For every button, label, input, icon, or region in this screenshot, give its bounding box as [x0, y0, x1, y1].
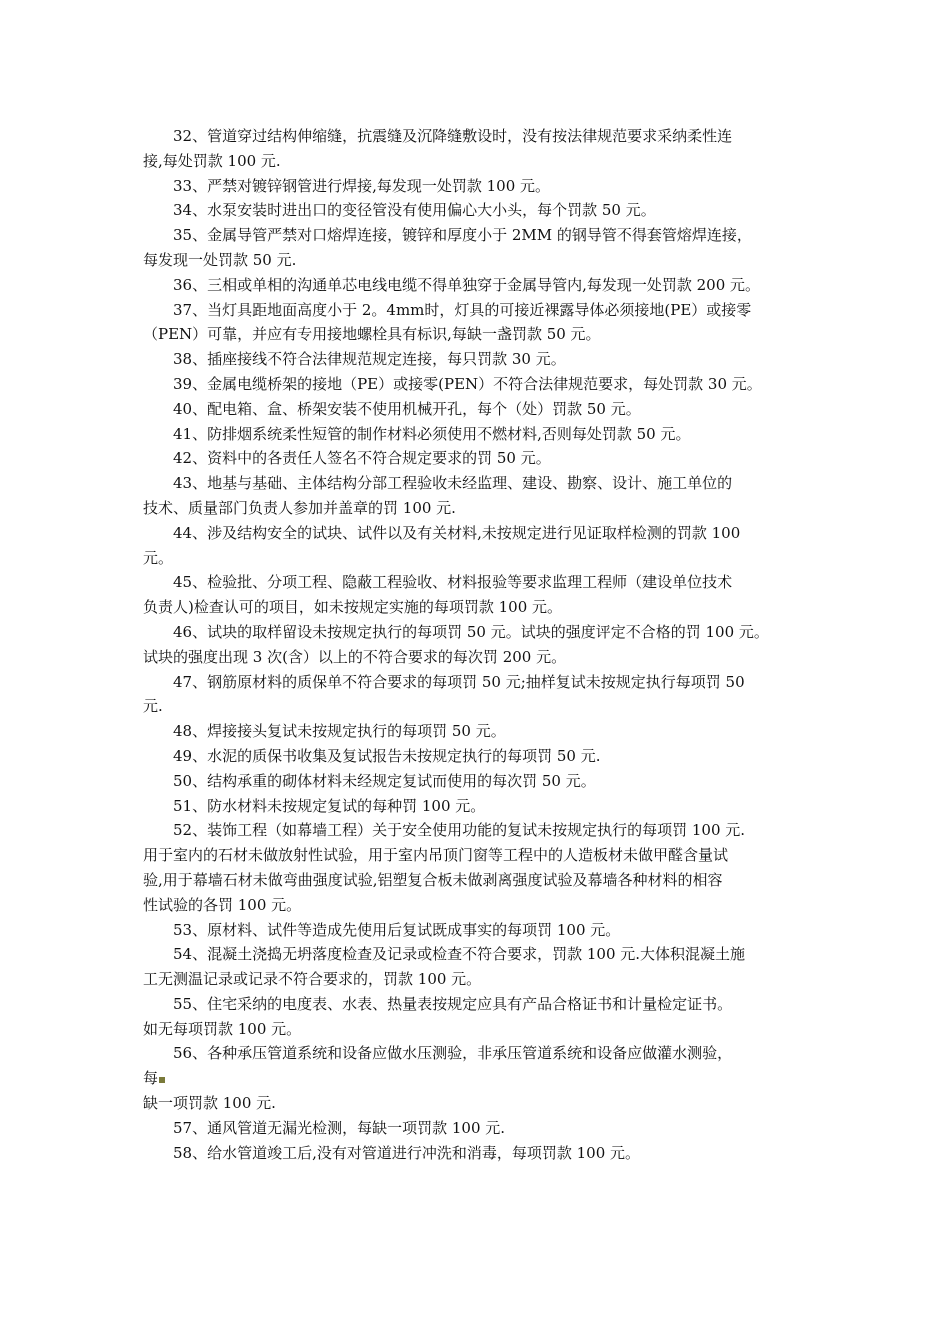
text-line	[143, 670, 815, 695]
text-line	[143, 521, 815, 546]
text-line	[143, 471, 815, 496]
line-text: 39、金属电缆桥架的接地（PE）或接零(PEN）不符合法律规范要求，每处罚款 30 元。	[173, 374, 762, 393]
text-line	[143, 694, 815, 719]
line-text: 52、装饰工程（如幕墙工程）关于安全使用功能的复试未按规定执行的每项罚 100 元.	[173, 821, 746, 840]
text-line	[143, 198, 815, 223]
text-line	[143, 967, 815, 992]
text-line	[143, 719, 815, 744]
text-line	[143, 843, 815, 868]
line-text: 44、涉及结构安全的试块、试件以及有关材料,未按规定进行见证取样检测的罚款 100	[173, 523, 741, 542]
text-line	[143, 1116, 815, 1141]
text-line	[143, 769, 815, 794]
text-line	[143, 595, 815, 620]
text-line	[143, 298, 815, 323]
text-line	[143, 818, 815, 843]
text-line	[143, 794, 815, 819]
line-text: 验,用于幕墙石材未做弯曲强度试验,铝塑复合板未做剥离强度试验及幕墙各种材料的相容	[143, 870, 723, 889]
line-text: 33、严禁对镀锌钢管进行焊接,每发现一处罚款 100 元。	[173, 176, 551, 195]
text-line	[143, 446, 815, 471]
line-text: 性试验的各罚 100 元。	[143, 895, 302, 914]
line-text: 34、水泵安装时进出口的变径管没有使用偏心大小头，每个罚款 50 元。	[173, 201, 656, 220]
text-line	[143, 347, 815, 372]
line-text: 试块的强度出现 3 次(含）以上的不符合要求的每次罚 200 元。	[143, 647, 567, 666]
line-text: 负责人)检查认可的项目，如未按规定实施的每项罚款 100 元。	[143, 598, 563, 617]
line-text: 50、结构承重的砌体材料未经规定复试而使用的每次罚 50 元。	[173, 771, 596, 790]
line-text: 58、给水管道竣工后,没有对管道进行冲洗和消毒，每项罚款 100 元。	[173, 1143, 641, 1162]
line-text: 49、水泥的质保书收集及复试报告未按规定执行的每项罚 50 元.	[173, 746, 601, 765]
line-text: 37、当灯具距地面高度小于 2。4mm时，灯具的可接近裸露导体必须接地(PE）或接零	[173, 300, 752, 319]
text-line	[143, 893, 815, 918]
line-text: 元。	[143, 548, 174, 567]
line-text: 56、各种承压管道系统和设备应做水压测验，非承压管道系统和设备应做灌水测验，	[173, 1044, 733, 1063]
text-line	[143, 496, 815, 521]
line-text: 每发现一处罚款 50 元.	[143, 250, 297, 269]
line-text: 42、资料中的各责任人签名不符合规定要求的罚 50 元。	[173, 449, 551, 468]
line-text: 接,每处罚款 100 元.	[143, 151, 281, 170]
line-text: 35、金属导管严禁对口熔焊连接，镀锌和厚度小于 2MM 的钢导管不得套管熔焊连接，	[173, 226, 752, 245]
text-line	[143, 1141, 815, 1166]
line-text: 用于室内的石材未做放射性试验，用于室内吊顶门窗等工程中的人造板材未做甲醛含量试	[143, 846, 729, 865]
text-line	[143, 273, 815, 298]
text-line	[143, 397, 815, 422]
text-line	[143, 149, 815, 174]
text-line	[143, 223, 815, 248]
text-line	[143, 422, 815, 447]
text-line	[143, 1017, 815, 1042]
line-text: 如无每项罚款 100 元。	[143, 1019, 302, 1038]
text-line	[143, 546, 815, 571]
text-line	[143, 174, 815, 199]
line-text: 38、插座接线不符合法律规范规定连接，每只罚款 30 元。	[173, 350, 566, 369]
line-text: 元.	[143, 697, 163, 716]
document-body	[143, 124, 815, 1165]
text-line	[143, 645, 815, 670]
text-line	[143, 248, 815, 273]
line-text: 43、地基与基础、主体结构分部工程验收未经监理、建设、勘察、设计、施工单位的	[173, 474, 733, 493]
line-text: 53、原材料、试件等造成先使用后复试既成事实的每项罚 100 元。	[173, 920, 621, 939]
line-text: 36、三相或单相的沟通单芯电线电缆不得单独穿于金属导管内,每发现一处罚款 200 元。	[173, 275, 761, 294]
line-text: 46、试块的取样留设未按规定执行的每项罚 50 元。试块的强度评定不合格的罚 100 元。	[173, 622, 769, 641]
text-line	[143, 322, 815, 347]
line-text: 每	[143, 1069, 159, 1088]
line-text: 48、焊接接头复试未按规定执行的每项罚 50 元。	[173, 722, 506, 741]
text-line	[143, 918, 815, 943]
line-text: （PEN）可靠，并应有专用接地螺栓具有标识,每缺一盏罚款 50 元。	[143, 325, 601, 344]
text-line	[143, 620, 815, 645]
line-text: 41、防排烟系统柔性短管的制作材料必须使用不燃材料,否则每处罚款 50 元。	[173, 424, 691, 443]
line-text: 55、住宅采纳的电度表、水表、热量表按规定应具有产品合格证书和计量检定证书。	[173, 994, 733, 1013]
line-text: 缺一项罚款 100 元.	[143, 1094, 276, 1113]
line-text: 40、配电箱、盒、桥架安装不使用机械开孔，每个（处）罚款 50 元。	[173, 399, 641, 418]
line-text: 工无测温记录或记录不符合要求的，罚款 100 元。	[143, 970, 482, 989]
text-line	[143, 868, 815, 893]
inline-marker-icon	[159, 1077, 165, 1083]
text-line	[143, 124, 815, 149]
text-line	[143, 744, 815, 769]
text-line	[143, 992, 815, 1017]
text-line	[143, 570, 815, 595]
text-line	[143, 1091, 815, 1116]
line-text: 47、钢筋原材料的质保单不符合要求的每项罚 50 元;抽样复试未按规定执行每项罚 50	[173, 672, 745, 691]
line-text: 54、混凝土浇捣无坍落度检查及记录或检查不符合要求，罚款 100 元.大体积混凝土施	[173, 945, 746, 964]
text-line	[143, 1041, 815, 1066]
line-text: 51、防水材料未按规定复试的每种罚 100 元。	[173, 796, 486, 815]
text-line	[143, 1066, 815, 1091]
line-text: 技术、质量部门负责人参加并盖章的罚 100 元.	[143, 498, 456, 517]
text-line	[143, 942, 815, 967]
line-text: 45、检验批、分项工程、隐蔽工程验收、材料报验等要求监理工程师（建设单位技术	[173, 573, 733, 592]
line-text: 32、管道穿过结构伸缩缝，抗震缝及沉降缝敷设时，没有按法律规范要求采纳柔性连	[173, 127, 733, 145]
text-line	[143, 372, 815, 397]
line-text: 57、通风管道无漏光检测，每缺一项罚款 100 元.	[173, 1118, 506, 1137]
